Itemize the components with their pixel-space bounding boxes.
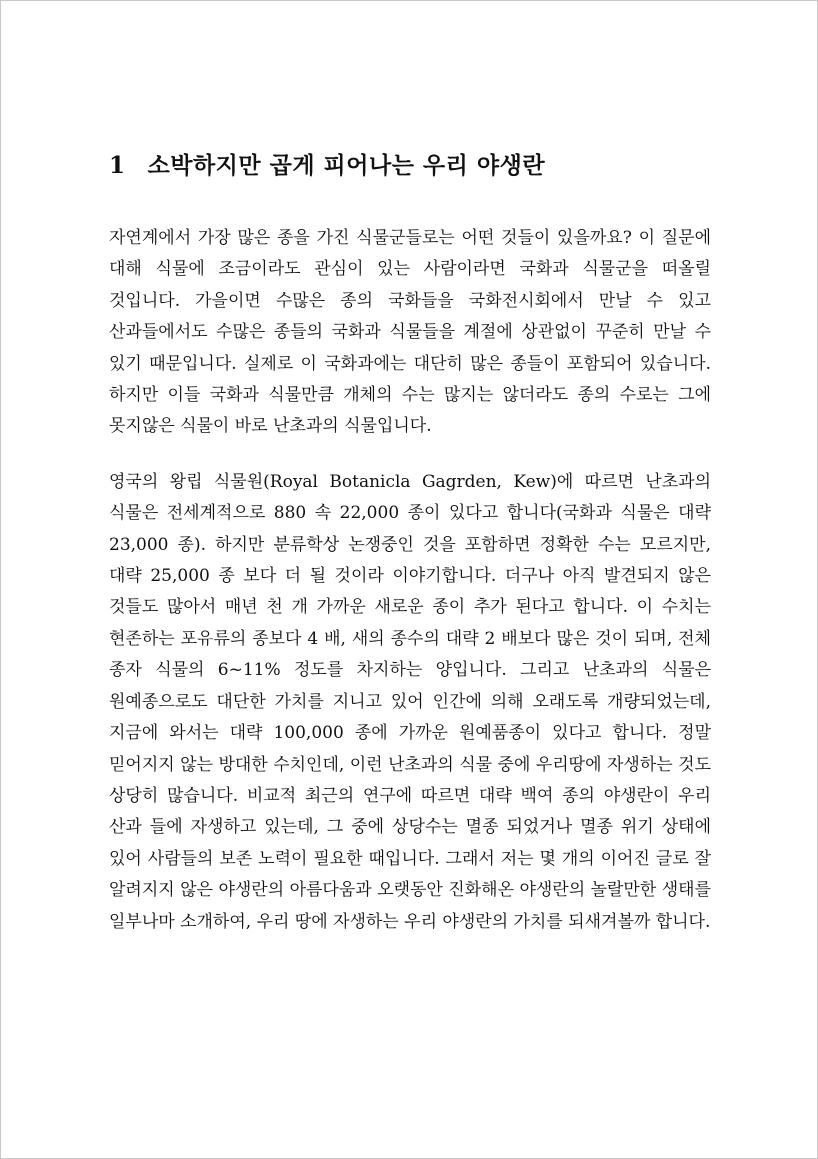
body-paragraph-2: 영국의 왕립 식물원(Royal Botanicla Gagrden, Kew)에 따르면 난초과의 식물은 전세계적으로 880 속 22,000 종이 있다고 합니다(국화과 식물은 대략 23,000 종). 하지만 분류학상 논쟁중인 것을 포함하면 정확한 수는 모르지만, 대략 25,000 종 보다 더 될 것이라 이야기합니다. 더구나 아직 발견되지 않은 것들도 많아서 매년 천 개 가까운 새로운 종이 추가 된다고 합니다. 이 수치는 현존하는 포유류의 종보다 4 배, 새의 종수의 대략 2 배보다 많은 것이 되며, 전체 종자 식물의 6~11% 정도를 차지하는 양입니다. 그리고 난초과의 식물은 원예종으로도 대단한 가치를 지니고 있어 인간에 의해 오래도록 개량되었는데, 지금에 와서는 대략 100,000 종에 가까운 원예품종이 있다고 합니다. 정말 믿어지지 않는 방대한 수치인데, 이런 난초과의 식물 중에 우리땅에 자생하는 것도 상당히 많습니다. 비교적 최근의 연구에 따르면 대략 백여 종의 야생란이 우리 산과 들에 자생하고 있는데, 그 중에 상당수는 멸종 되었거나 멸종 위기 상태에 있어 사람들의 보존 노력이 필요한 때입니다. 그래서 저는 몇 개의 이어진 글로 잘 알려지지 않은 야생란의 아름다움과 오랫동안 진화해온 야생란의 놀랄만한 생태를 일부나마 소개하여, 우리 땅에 자생하는 우리 야생란의 가치를 되새겨볼까 합니다. [109,471,711,932]
chapter-heading [109,149,711,183]
chapter-title: 소박하지만 곱게 피어나는 우리 야생란 [147,152,546,179]
page-content [109,149,711,962]
body-paragraph-1: 자연계에서 가장 많은 종을 가진 식물군들로는 어떤 것들이 있을까요? 이 질문에 대해 식물에 조금이라도 관심이 있는 사람이라면 국화과 식물군을 떠올릴 것입니다. 가을이면 수많은 종의 국화들을 국화전시회에서 만날 수 있고 산과들에서도 수많은 종들의 국화과 식물들을 계절에 상관없이 꾸준히 만날 수 있기 때문입니다. 실제로 이 국화과에는 대단히 많은 종들이 포함되어 있습니다. 하지만 이들 국화과 식물만큼 개체의 수는 많지는 않더라도 종의 수로는 그에 못지않은 식물이 바로 난초과의 식물입니다. [109,228,711,437]
chapter-number: 1 [109,152,126,179]
